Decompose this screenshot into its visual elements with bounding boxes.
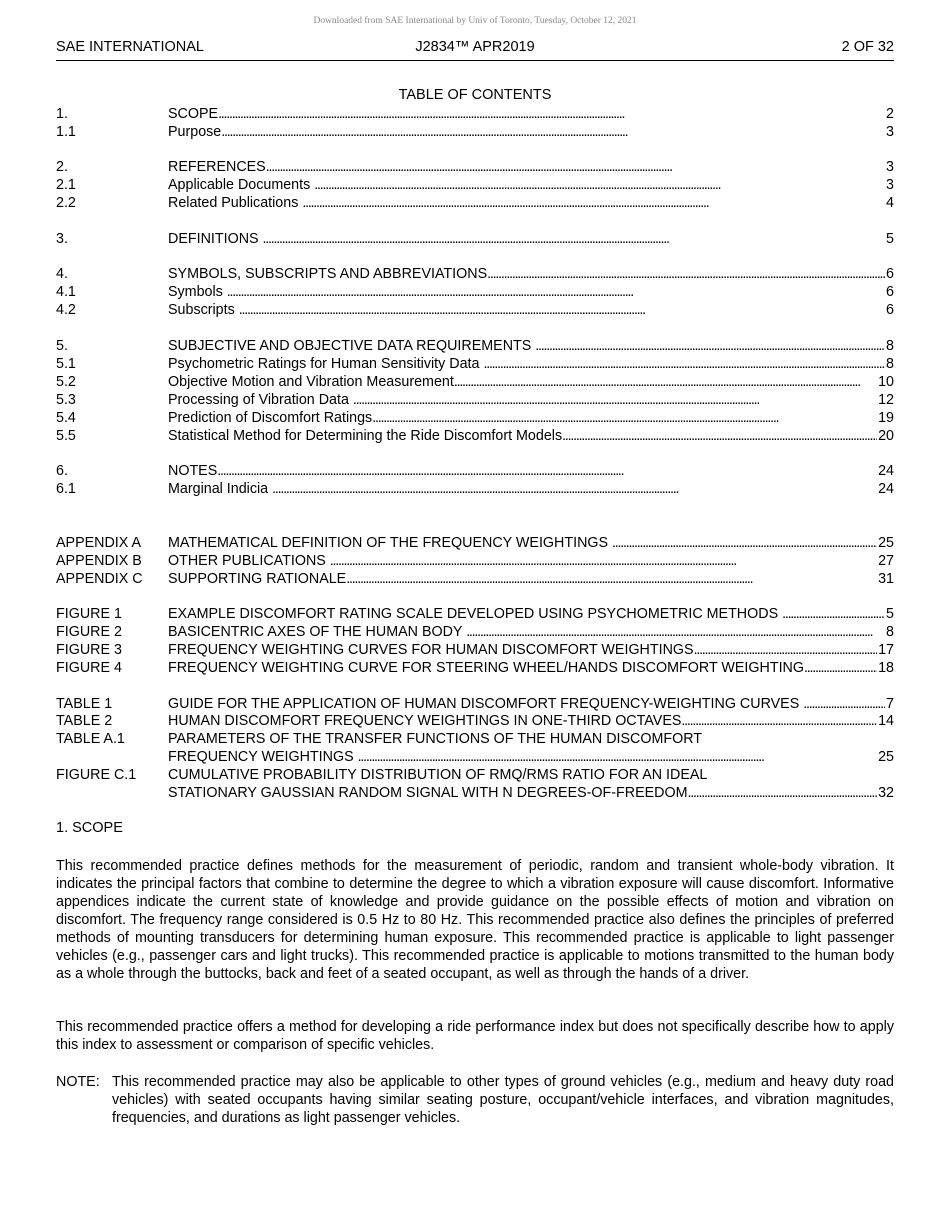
toc-entry-title: SYMBOLS, SUBSCRIPTS AND ABBREVIATIONS xyxy=(168,266,488,282)
toc-entry-title: Applicable Documents xyxy=(168,177,315,193)
toc-entry-page: 7 xyxy=(886,696,894,712)
toc-title: TABLE OF CONTENTS xyxy=(398,87,552,103)
toc-entry-title: Related Publications xyxy=(168,195,303,211)
toc-entry[interactable] xyxy=(56,158,894,176)
toc-entry-number: APPENDIX B xyxy=(56,553,142,569)
toc-leader-dots xyxy=(804,659,877,677)
toc-entry-page: 25 xyxy=(878,749,894,765)
toc-entry-title: FREQUENCY WEIGHTING CURVE FOR STEERING WHEEL/HANDS DISCOMFORT WEIGHTING xyxy=(168,660,804,676)
toc-leader-dots xyxy=(330,552,877,570)
toc-entry-page: 32 xyxy=(878,785,894,801)
toc-entry-page: 17 xyxy=(878,642,894,658)
toc-entry[interactable] xyxy=(56,391,894,409)
toc-entry-page: 6 xyxy=(886,302,894,318)
toc-entry-title: CUMULATIVE PROBABILITY DISTRIBUTION OF RMQ/RMS RATIO FOR AN IDEAL xyxy=(168,767,708,783)
header-organization: SAE INTERNATIONAL xyxy=(56,39,204,55)
toc-leader-dots xyxy=(227,283,885,301)
toc-entry-page: 6 xyxy=(886,284,894,300)
toc-entry-number: 2.2 xyxy=(56,195,76,211)
toc-entry[interactable] xyxy=(56,659,894,677)
toc-entry-title: REFERENCES xyxy=(168,159,266,175)
toc-entry-number: APPENDIX C xyxy=(56,571,143,587)
toc-entry-title: BASICENTRIC AXES OF THE HUMAN BODY xyxy=(168,624,467,640)
toc-leader-dots xyxy=(358,748,878,766)
toc-entry[interactable] xyxy=(56,784,894,802)
toc-entry[interactable] xyxy=(56,409,894,427)
toc-entry-number: 1. xyxy=(56,106,68,122)
toc-leader-dots xyxy=(612,534,877,552)
toc-entry-page: 18 xyxy=(878,660,894,676)
toc-entry-title: Symbols xyxy=(168,284,227,300)
toc-entry-page: 19 xyxy=(878,410,894,426)
header-document-id: J2834™ APR2019 xyxy=(415,39,535,55)
toc-entry-title: EXAMPLE DISCOMFORT RATING SCALE DEVELOPED USING PSYCHOMETRIC METHODS xyxy=(168,606,783,622)
toc-entry-number: 5. xyxy=(56,338,68,354)
download-watermark: Downloaded from SAE International by Univ of Toronto, Tuesday, October 12, 2021 xyxy=(313,16,637,26)
toc-entry[interactable] xyxy=(56,194,894,212)
toc-entry-number: 5.4 xyxy=(56,410,76,426)
toc-entry[interactable] xyxy=(56,695,894,713)
toc-entry[interactable] xyxy=(56,105,894,123)
page-header xyxy=(56,38,894,61)
toc-entry[interactable] xyxy=(56,570,894,588)
toc-entry-page: 3 xyxy=(886,159,894,175)
toc-entry[interactable] xyxy=(56,534,894,552)
toc-leader-dots xyxy=(263,230,886,248)
toc-entry[interactable] xyxy=(56,355,894,373)
toc-entry-title: FREQUENCY WEIGHTINGS xyxy=(168,749,358,765)
toc-entry-page: 3 xyxy=(886,177,894,193)
toc-leader-dots xyxy=(266,158,885,176)
toc-entry-page: 5 xyxy=(886,606,894,622)
toc-entry-title: Marginal Indicia xyxy=(168,481,273,497)
toc-leader-dots xyxy=(803,695,885,713)
toc-leader-dots xyxy=(466,623,885,641)
toc-leader-dots xyxy=(535,337,885,355)
toc-entry-number: FIGURE 1 xyxy=(56,606,122,622)
toc-entry-page: 4 xyxy=(886,195,894,211)
toc-entry-number: 6.1 xyxy=(56,481,76,497)
toc-leader-dots xyxy=(239,301,885,319)
toc-entry-page: 27 xyxy=(878,553,894,569)
toc-entry-page: 25 xyxy=(878,535,894,551)
section-heading-scope: 1. SCOPE xyxy=(56,820,123,836)
toc-leader-dots xyxy=(346,570,877,588)
toc-leader-dots xyxy=(688,784,878,802)
toc-entry-title: FREQUENCY WEIGHTING CURVES FOR HUMAN DISCOMFORT WEIGHTINGS xyxy=(168,642,694,658)
header-page-number: 2 OF 32 xyxy=(841,39,894,55)
toc-entry-title: SCOPE xyxy=(168,106,219,122)
toc-entry-title: Psychometric Ratings for Human Sensitivity Data xyxy=(168,356,484,372)
toc-entry-title: MATHEMATICAL DEFINITION OF THE FREQUENCY WEIGHTINGS xyxy=(168,535,613,551)
toc-entry[interactable] xyxy=(56,605,894,623)
toc-entry-title: Prediction of Discomfort Ratings xyxy=(168,410,373,426)
toc-entry[interactable] xyxy=(56,730,894,748)
toc-entry-number: 5.2 xyxy=(56,374,76,390)
toc-entry-number: 5.1 xyxy=(56,356,76,372)
toc-entry-page: 5 xyxy=(886,231,894,247)
toc-entry-number: 3. xyxy=(56,231,68,247)
toc-entry-page: 24 xyxy=(878,463,894,479)
toc-leader-dots xyxy=(272,480,877,498)
toc-entry-title: Purpose xyxy=(168,124,222,140)
toc-entry-page: 14 xyxy=(878,713,894,729)
toc-entry-title: STATIONARY GAUSSIAN RANDOM SIGNAL WITH N DEGREES-OF-FREEDOM xyxy=(168,785,688,801)
toc-entry[interactable] xyxy=(56,265,894,283)
toc-entry-number: 2. xyxy=(56,159,68,175)
toc-leader-dots xyxy=(681,712,877,730)
toc-entry-number: TABLE 2 xyxy=(56,713,113,729)
toc-leader-dots xyxy=(483,355,885,373)
toc-entry[interactable] xyxy=(56,373,894,391)
toc-entry[interactable] xyxy=(56,123,894,141)
toc-entry-number: 4.2 xyxy=(56,302,76,318)
toc-leader-dots xyxy=(221,123,885,141)
toc-entry-number: FIGURE 3 xyxy=(56,642,122,658)
toc-entry-title: Statistical Method for Determining the Ride Discomfort Models xyxy=(168,428,563,444)
toc-entry-page: 12 xyxy=(878,392,894,408)
toc-entry[interactable] xyxy=(56,337,894,355)
toc-entry-number: 4.1 xyxy=(56,284,76,300)
toc-entry-number: 6. xyxy=(56,463,68,479)
toc-entry[interactable] xyxy=(56,230,894,248)
toc-entry-page: 2 xyxy=(886,106,894,122)
toc-entry[interactable] xyxy=(56,462,894,480)
toc-entry-page: 6 xyxy=(886,266,894,282)
toc-entry-number: FIGURE 4 xyxy=(56,660,122,676)
note-text: This recommended practice may also be applicable to other types of ground vehicles (e.g., medium and heavy duty road vehicles) with seated occupants having similar seating posture, occupant/vehicle interfaces, and vibration magnitudes, frequencies, and durations as light passenger vehicles. xyxy=(112,1074,894,1126)
toc-entry-title: Objective Motion and Vibration Measurement xyxy=(168,374,454,390)
toc-leader-dots xyxy=(487,265,885,283)
toc-entry[interactable] xyxy=(56,766,894,784)
toc-entry[interactable] xyxy=(56,552,894,570)
toc-entry-number: TABLE 1 xyxy=(56,696,113,712)
toc-entry-title: Processing of Vibration Data xyxy=(168,392,353,408)
toc-entry-page: 8 xyxy=(886,356,894,372)
toc-entry-number: 4. xyxy=(56,266,68,282)
toc-entry-page: 10 xyxy=(878,374,894,390)
toc-entry[interactable] xyxy=(56,283,894,301)
toc-entry-number: TABLE A.1 xyxy=(56,731,125,747)
toc-entry-title: DEFINITIONS xyxy=(168,231,263,247)
toc-leader-dots xyxy=(217,462,877,480)
toc-entry-page: 8 xyxy=(886,624,894,640)
toc-leader-dots xyxy=(314,176,885,194)
toc-entry-title: SUPPORTING RATIONALE xyxy=(168,571,347,587)
toc-entry-title: HUMAN DISCOMFORT FREQUENCY WEIGHTINGS IN ONE-THIRD OCTAVES xyxy=(168,713,682,729)
toc-entry-number: APPENDIX A xyxy=(56,535,142,551)
toc-entry-title: NOTES xyxy=(168,463,218,479)
toc-entry-page: 31 xyxy=(878,571,894,587)
toc-entry-title: Subscripts xyxy=(168,302,239,318)
toc-entry-title: SUBJECTIVE AND OBJECTIVE DATA REQUIREMENTS xyxy=(168,338,536,354)
toc-entry[interactable] xyxy=(56,480,894,498)
toc-entry[interactable] xyxy=(56,623,894,641)
toc-entry-page: 24 xyxy=(878,481,894,497)
note-label: NOTE: xyxy=(56,1074,100,1090)
toc-entry[interactable] xyxy=(56,641,894,659)
toc-entry-number: 2.1 xyxy=(56,177,76,193)
toc-entry[interactable] xyxy=(56,712,894,730)
toc-entry[interactable] xyxy=(56,301,894,319)
toc-entry-title: OTHER PUBLICATIONS xyxy=(168,553,330,569)
toc-leader-dots xyxy=(782,605,885,623)
toc-entry-number: FIGURE C.1 xyxy=(56,767,137,783)
toc-leader-dots xyxy=(218,105,885,123)
toc-entry-number: 5.5 xyxy=(56,428,76,444)
toc-entry[interactable] xyxy=(56,748,894,766)
toc-entry-number: 5.3 xyxy=(56,392,76,408)
toc-entry-page: 20 xyxy=(878,428,894,444)
toc-leader-dots xyxy=(562,427,877,445)
toc-entry-number: 1.1 xyxy=(56,124,76,140)
toc-leader-dots xyxy=(694,641,878,659)
toc-entry[interactable] xyxy=(56,427,894,445)
toc-leader-dots xyxy=(454,373,877,391)
toc-entry-number: FIGURE 2 xyxy=(56,624,122,640)
toc-entry-page: 3 xyxy=(886,124,894,140)
toc-leader-dots xyxy=(372,409,877,427)
scope-note xyxy=(56,1073,894,1127)
scope-paragraph-2: This recommended practice offers a method for developing a ride performance index but does not specifically describe how to apply this index to assessment or comparison of specific vehicles. xyxy=(56,1019,894,1053)
toc-entry-title: PARAMETERS OF THE TRANSFER FUNCTIONS OF THE HUMAN DISCOMFORT xyxy=(168,731,703,747)
toc-leader-dots xyxy=(353,391,877,409)
scope-paragraph-1: This recommended practice defines methods for the measurement of periodic, random and transient whole-body vibration. It indicates the principal factors that combine to determine the degree to which a vibration exposure will cause discomfort. Informative appendices indicate the current state of knowledge and provide guidance on the possible effects of motion and vibration on discomfort. The frequency range considered is 0.5 Hz to 80 Hz. This recommended practice also defines the principles of preferred methods of mounting transducers for determining human exposure. This recommended practice is applicable to light passenger vehicles (e.g., passenger cars and light trucks). This recommended practice is applicable to motions transmitted to the human body as a whole through the buttocks, back and feet of a seated occupant, as well as through the hands of a driver. xyxy=(56,858,894,982)
toc-entry-title: GUIDE FOR THE APPLICATION OF HUMAN DISCOMFORT FREQUENCY-WEIGHTING CURVES xyxy=(168,696,804,712)
toc-leader-dots xyxy=(302,194,885,212)
toc-entry[interactable] xyxy=(56,176,894,194)
toc-entry-page: 8 xyxy=(886,338,894,354)
